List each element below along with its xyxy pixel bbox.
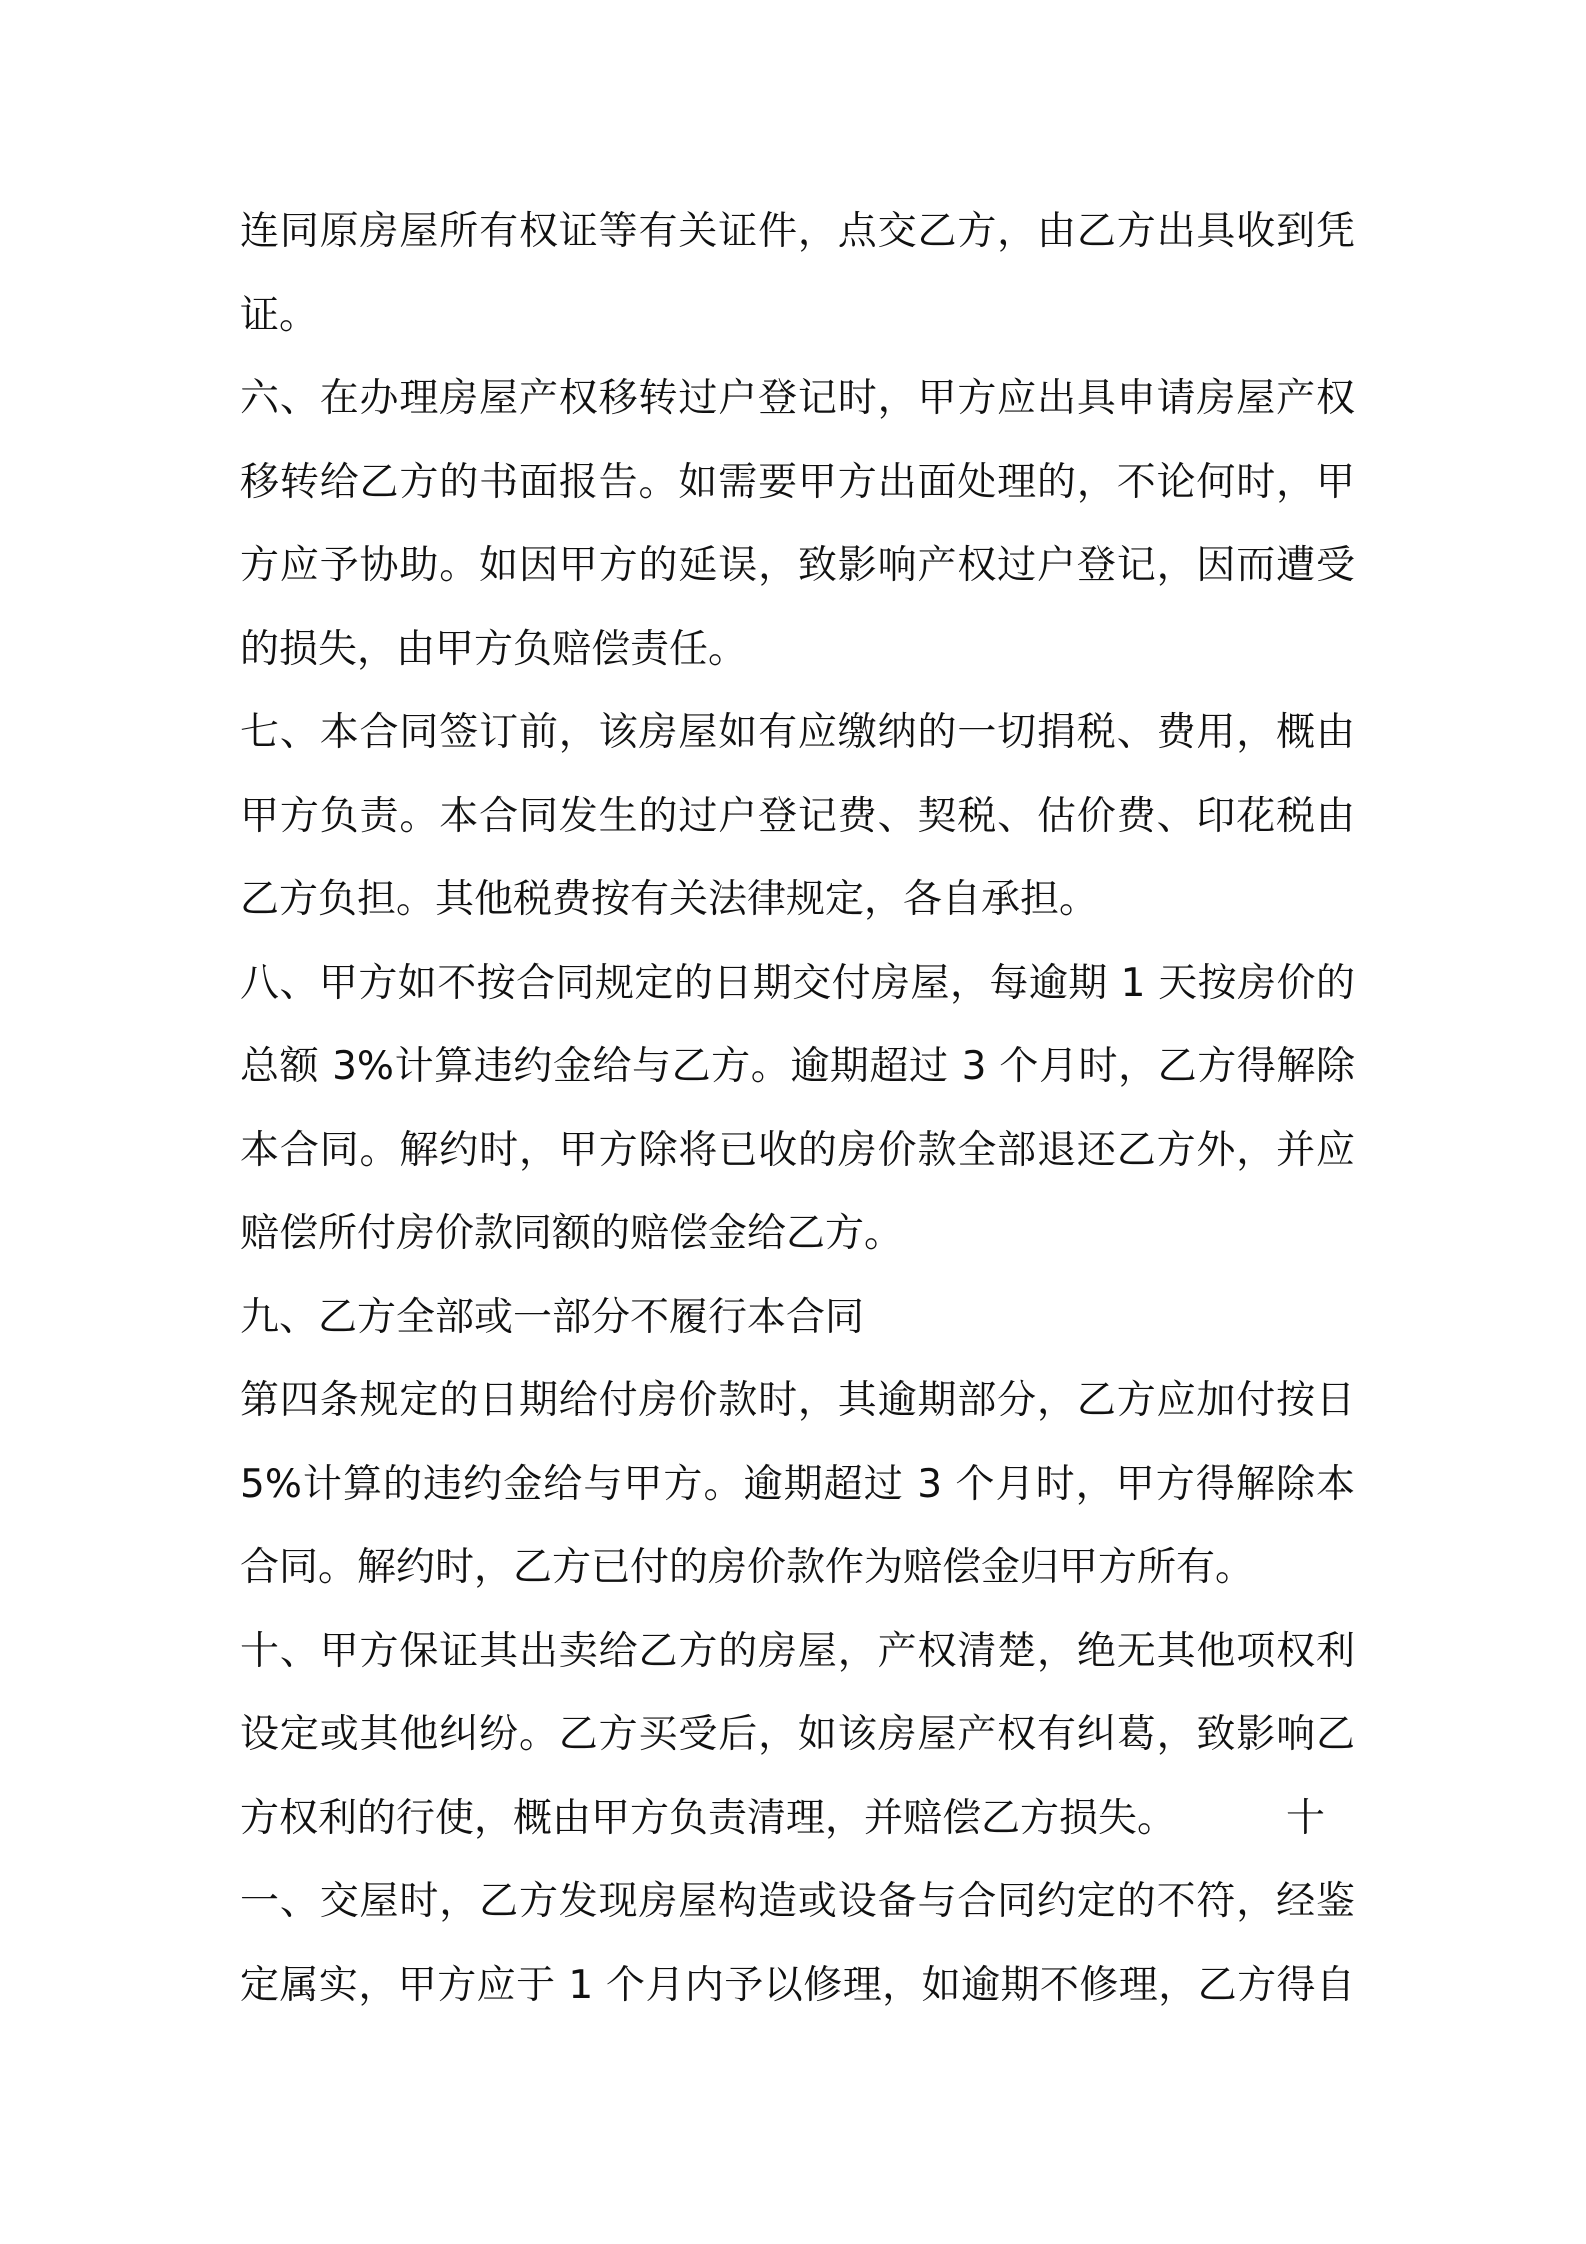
text-line: 定属实，甲方应于 1 个月内予以修理，如逾期不修理，乙方得自 — [240, 1962, 1355, 2008]
text-line: 证。 — [240, 292, 319, 338]
text-line: 方应予协助。如因甲方的延误，致影响产权过户登记，因而遭受 — [240, 543, 1355, 588]
text-line: 连同原房屋所有权证等有关证件，点交乙方，由乙方出具收到凭 — [240, 209, 1355, 254]
text-line: 的损失，由甲方负赔偿责任。 — [240, 626, 748, 672]
text-line: 移转给乙方的书面报告。如需要甲方出面处理的，不论何时，甲 — [240, 459, 1355, 505]
text-line: 七、本合同签订前，该房屋如有应缴纳的一切捐税、费用，概由 — [240, 710, 1355, 755]
text-line: 一、交屋时，乙方发现房屋构造或设备与合同约定的不符，经鉴 — [240, 1879, 1355, 1924]
text-line-segment: 方权利的行使，概由甲方负责清理，并赔偿乙方损失。 — [240, 1795, 1177, 1841]
text-line: 本合同。解约时，甲方除将已收的房价款全部退还乙方外，并应 — [240, 1127, 1355, 1173]
text-line: 乙方负担。其他税费按有关法律规定，各自承担。 — [240, 877, 1099, 922]
text-line: 总额 3%计算违约金给与乙方。逾期超过 3 个月时，乙方得解除 — [240, 1044, 1355, 1089]
text-line: 六、在办理房屋产权移转过户登记时，甲方应出具申请房屋产权 — [240, 376, 1355, 421]
text-line-segment: 十 — [1285, 1795, 1325, 1841]
text-line: 十、甲方保证其出卖给乙方的房屋，产权清楚，绝无其他项权利 — [240, 1628, 1355, 1674]
text-line: 九、乙方全部或一部分不履行本合同 — [240, 1294, 865, 1340]
text-line: 合同。解约时，乙方已付的房价款作为赔偿金归甲方所有。 — [240, 1545, 1255, 1590]
text-line — [240, 1777, 1355, 1861]
contract-text — [240, 190, 1355, 2027]
text-line: 第四条规定的日期给付房价款时，其逾期部分，乙方应加付按日 — [240, 1378, 1355, 1423]
text-line: 5%计算的违约金给与甲方。逾期超过 3 个月时，甲方得解除本 — [240, 1461, 1355, 1507]
text-line: 设定或其他纠纷。乙方买受后，如该房屋产权有纠葛，致影响乙 — [240, 1712, 1355, 1757]
text-line: 赔偿所付房价款同额的赔偿金给乙方。 — [240, 1211, 904, 1256]
text-line: 八、甲方如不按合同规定的日期交付房屋，每逾期 1 天按房价的 — [240, 960, 1355, 1006]
text-line: 甲方负责。本合同发生的过户登记费、契税、估价费、印花税由 — [240, 793, 1355, 839]
